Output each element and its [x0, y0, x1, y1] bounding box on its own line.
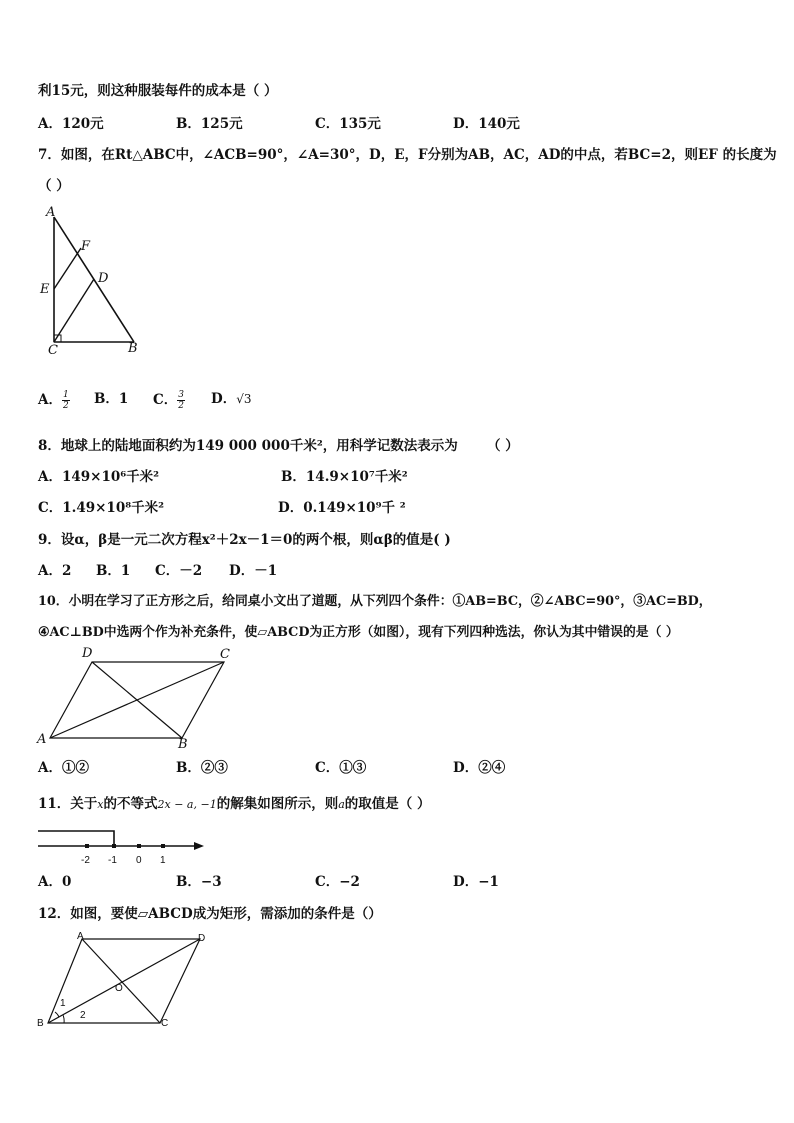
q7-label-b: B: [128, 341, 138, 356]
q12-parallelogram-diagram: [34, 928, 214, 1033]
q7-option-d: [211, 390, 252, 408]
q6-option-c: C．135元: [315, 116, 381, 132]
q11-option-a: A．0: [38, 874, 72, 890]
q12-label-angle-2: 2: [80, 1010, 86, 1021]
q7-paren: （ ）: [38, 178, 70, 194]
q7-option-a-numerator: 1: [62, 390, 69, 400]
q7-label-f: F: [81, 239, 91, 254]
q8-paren: （ ）: [487, 438, 519, 454]
q11-inequality: 2x − a, −1: [157, 798, 217, 811]
q11-option-b: B．−3: [176, 874, 222, 890]
q10-option-c: C．①③: [315, 760, 367, 776]
q8-option-c: C．1.49×10⁸千米²: [38, 500, 165, 516]
q11-axis-label-0: 0: [136, 855, 142, 866]
q7-option-d-value: √3: [236, 392, 252, 406]
q12-label-c: C: [161, 1018, 169, 1029]
q11-number-line-svg: [36, 820, 211, 868]
q7-segment-cd: [54, 279, 94, 342]
q7-triangle-diagram: [36, 203, 152, 363]
q10-label-b: B: [178, 737, 188, 752]
q11-tick-1: [161, 844, 165, 848]
q7-label-d: D: [98, 271, 109, 286]
q10-stem-line2: ④AC⊥BD中选两个作为补充条件，使▱ABCD为正方形（如图），现有下列四种选法，你认为其中错误的是（ ）: [38, 625, 679, 640]
q11-tick-neg1: [112, 844, 116, 848]
q10-diagonal-bd: [92, 662, 182, 738]
q7-option-a-denominator: 2: [62, 401, 69, 411]
q10-option-a: A．①②: [38, 760, 89, 776]
q7-option-a-fraction: [62, 390, 70, 411]
q10-option-b: B．②③: [176, 760, 228, 776]
q10-stem-line1: 10．小明在学习了正方形之后，给同桌小文出了道题，从下列四个条件：①AB=BC，②∠ABC=90°，③AC=BD，: [38, 594, 712, 609]
q12-figure: [34, 928, 214, 1033]
q11-axis-arrow: [194, 842, 204, 850]
q11-tick-0: [137, 844, 141, 848]
q7-option-a-prefix: A．: [38, 392, 62, 408]
q12-label-a: A: [77, 931, 84, 942]
q6-option-d: D．140元: [453, 116, 520, 132]
q10-parallelogram-diagram: [34, 645, 244, 750]
q10-label-c: C: [220, 647, 230, 662]
q11-option-d: D．−1: [453, 874, 499, 890]
q6-tail: 利15元，则这种服装每件的成本是（ ）: [38, 83, 278, 99]
q7-option-c-numerator: 3: [178, 390, 184, 400]
q7-option-c-denominator: 2: [178, 401, 184, 411]
q7-option-d-prefix: D．: [211, 391, 237, 407]
q7-label-a: A: [46, 205, 56, 220]
q11-stem-part1: 11．关于: [38, 796, 98, 812]
q11-var-x: x: [97, 798, 104, 811]
q7-label-e: E: [40, 282, 50, 297]
q12-stem: 12．如图，要使▱ABCD成为矩形，需添加的条件是（）: [38, 906, 382, 922]
q12-angle-1-arc: [55, 1012, 59, 1017]
q9-option-d: D．－1: [229, 563, 278, 579]
q8-option-d: D．0.149×10⁹千 ²: [278, 500, 406, 516]
q9-stem: 9．设α，β是一元二次方程x²＋2x－1＝0的两个根，则αβ的值是( ): [38, 532, 451, 548]
q11-stem-part4: 的取值是（ ）: [344, 796, 431, 812]
q7-option-b: B．1: [94, 391, 129, 407]
q11-option-c: C．−2: [315, 874, 360, 890]
q10-figure: [34, 645, 244, 750]
q7-option-a: [38, 390, 70, 411]
q7-option-c: [153, 390, 185, 411]
q10-label-d: D: [82, 646, 93, 661]
q11-axis-label-neg1: -1: [108, 855, 117, 866]
q8-stem: 8．地球上的陆地面积约为149 000 000千米²，用科学记数法表示为: [38, 438, 458, 454]
q11-stem-part2: 的不等式: [103, 796, 158, 812]
q11-stem: [38, 795, 430, 814]
q7-option-c-fraction: [177, 390, 185, 411]
q12-diagonal-bd: [48, 939, 200, 1023]
q7-option-c-prefix: C．: [153, 392, 178, 408]
q11-axis-label-1: 1: [160, 855, 166, 866]
q9-option-a: A．2: [38, 563, 72, 579]
q11-var-a: a: [338, 798, 345, 811]
q11-number-line: [36, 820, 211, 868]
q7-stem: 7．如图，在Rt△ABC中，∠ACB=90°，∠A=30°，D，E，F分别为AB，AC，AD的中点，若BC=2，则EF 的长度为: [38, 147, 777, 163]
q7-segment-ef: [54, 248, 81, 289]
q12-label-d: D: [198, 933, 206, 944]
q10-option-d: D．②④: [453, 760, 506, 776]
q11-stem-part3: 的解集如图所示，则: [216, 796, 339, 812]
q7-label-c: C: [48, 343, 58, 358]
q12-label-angle-1: 1: [60, 998, 66, 1009]
q8-option-a: A．149×10⁶千米²: [38, 469, 160, 485]
q7-figure: [36, 203, 152, 363]
q12-label-b: B: [37, 1018, 44, 1029]
q12-diagonal-ac: [82, 939, 160, 1023]
q9-option-c: C．－2: [155, 563, 203, 579]
q6-option-a: A．120元: [38, 116, 104, 132]
q6-option-b: B．125元: [176, 116, 243, 132]
q11-axis-label-neg2: -2: [81, 855, 90, 866]
q11-solution-bracket: [38, 831, 114, 846]
q8-option-b: B．14.9×10⁷千米²: [281, 469, 408, 485]
q10-label-a: A: [37, 732, 47, 747]
q11-tick-neg2: [85, 844, 89, 848]
q9-option-b: B．1: [96, 563, 131, 579]
q12-angle-2-arc: [63, 1015, 64, 1023]
q12-label-o: O: [115, 983, 123, 994]
